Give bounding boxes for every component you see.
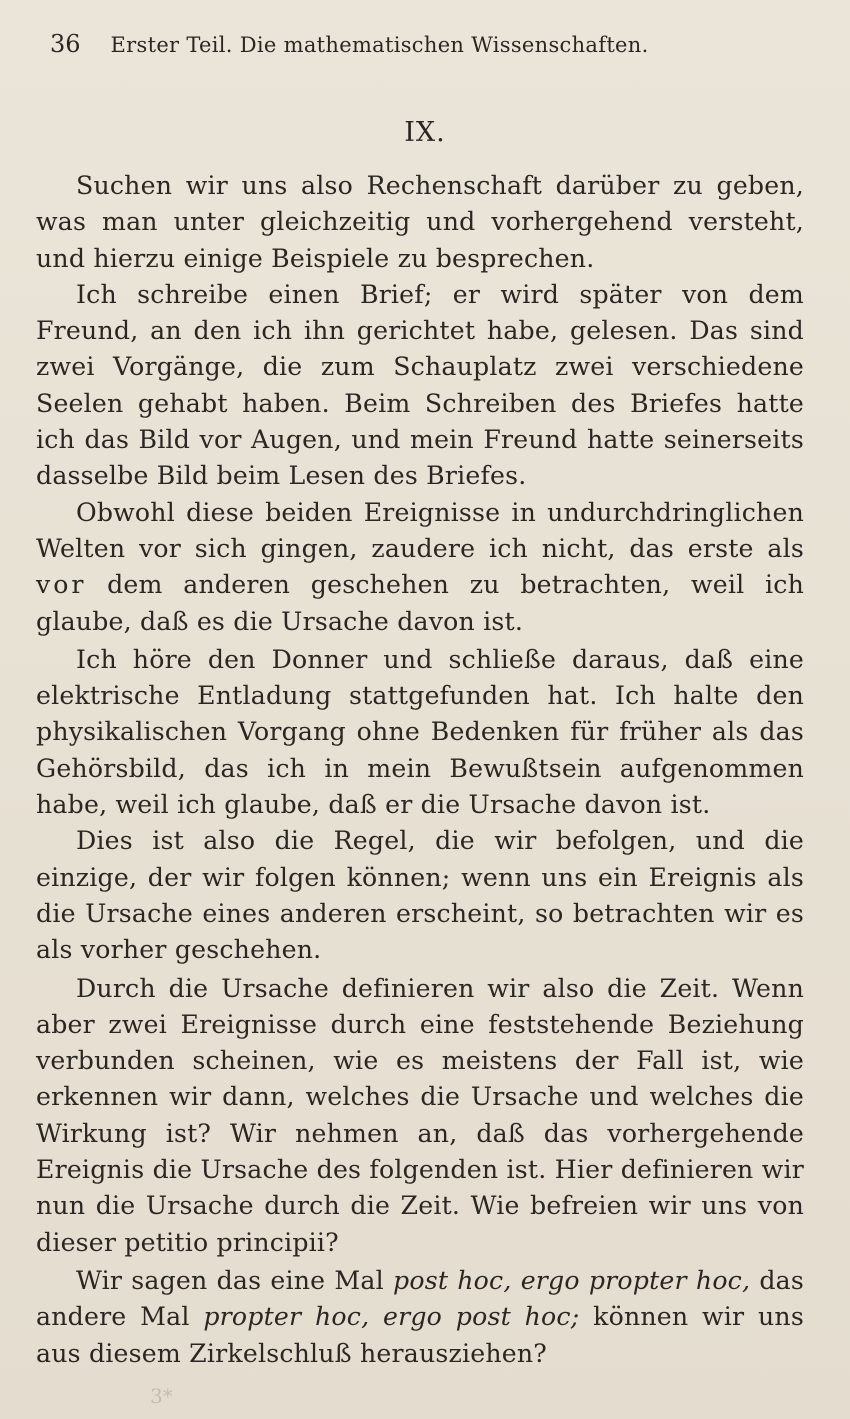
paragraph	[36, 495, 804, 640]
signature-mark: 3*	[150, 1384, 173, 1408]
emphasized-word: vor	[36, 570, 87, 600]
paragraph: Ich höre den Donner und schließe daraus, daß eine elektrische Entladung stattgefunden hat. Ich halte den physikalischen Vorgang ohne Bedenken für früher als das Gehörsbild, das ich in mein Bewußtsein aufgenommen habe, weil ich glaube, daß er die Ursache davon ist.	[36, 644, 804, 820]
section-title: IX.	[404, 117, 446, 148]
latin-phrase: propter hoc, ergo post hoc;	[203, 1302, 580, 1332]
paragraph: Dies ist also die Regel, die wir befolgen, und die einzige, der wir folgen können; wenn uns ein Ereignis als die Ursache eines anderen erscheint, so betrachten wir es als vorher geschehen.	[36, 826, 804, 965]
page-number: 36	[50, 30, 81, 58]
latin-phrase: post hoc, ergo propter hoc,	[393, 1265, 751, 1295]
paragraph-text: Wir sagen das eine Mal	[76, 1265, 393, 1295]
paragraph: Ich schreibe einen Brief; er wird später von dem Freund, an den ich ihn gerichtet habe, gelesen. Das sind zwei Vorgänge, die zum Schauplatz zwei verschiedene Seelen gehabt haben. Beim Schreiben des Briefes hatte ich das Bild vor Augen, und mein Freund hatte seinerseits dasselbe Bild beim Lesen des Briefes.	[36, 279, 804, 491]
body-text	[36, 168, 804, 1372]
paragraph-text: das andere Mal	[36, 1265, 804, 1332]
paragraph-text: können wir uns aus diesem Zirkelschluß herausziehen?	[36, 1302, 804, 1368]
running-header	[50, 30, 750, 58]
running-title: Erster Teil. Die mathematischen Wissenschaften.	[110, 33, 649, 57]
paragraph-text: dem anderen geschehen zu betrachten, weil ich glaube, daß es die Ursache davon ist.	[36, 570, 804, 636]
paragraph-text: Obwohl diese beiden Ereignisse in undurchdringlichen Welten vor sich gingen, zaudere ich nicht, das erste als	[36, 497, 804, 563]
paragraph: Suchen wir uns also Rechenschaft darüber zu geben, was man unter gleichzeitig und vorhergehend versteht, und hierzu einige Beispiele zu besprechen.	[36, 171, 804, 273]
paragraph	[36, 1263, 804, 1372]
paragraph: Durch die Ursache definieren wir also die Zeit. Wenn aber zwei Ereignisse durch eine feststehende Beziehung verbunden scheinen, wie es meistens der Fall ist, wie erkennen wir dann, welches die Ursache und welches die Wirkung ist? Wir nehmen an, daß das vorhergehende Ereignis die Ursache des folgenden ist. Hier definieren wir nun die Ursache durch die Zeit. Wie befreien wir uns von dieser petitio principii?	[36, 973, 804, 1257]
